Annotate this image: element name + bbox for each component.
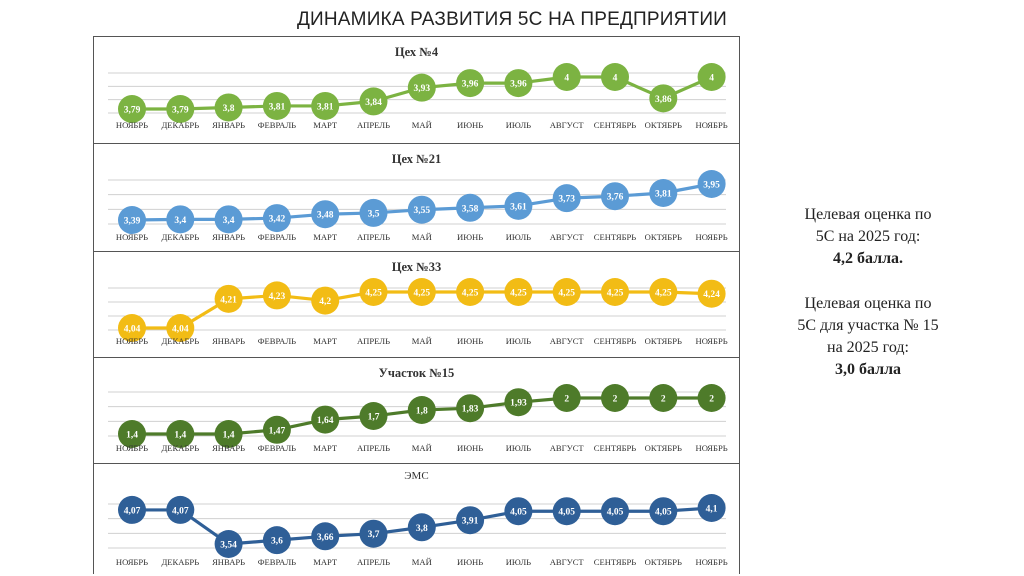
- data-label: 4,25: [365, 288, 382, 299]
- data-label: 3,96: [461, 79, 479, 90]
- category-label: МАРТ: [313, 443, 338, 453]
- category-label: НОЯБРЬ: [115, 336, 149, 346]
- category-label: ДЕКАБРЬ: [161, 443, 200, 453]
- data-label: 2: [660, 394, 666, 405]
- data-label: 4,21: [220, 295, 237, 306]
- data-label: 3,81: [268, 102, 286, 113]
- data-label: 3,76: [606, 192, 624, 203]
- category-label: МАЙ: [411, 120, 432, 130]
- category-label: ИЮЛЬ: [505, 336, 532, 346]
- data-label: 3,5: [367, 209, 380, 220]
- data-label: 4,05: [654, 507, 672, 518]
- data-label: 2: [612, 394, 618, 405]
- data-label: 3,93: [413, 84, 431, 95]
- data-label: 3,4: [222, 215, 235, 226]
- target-note-line2: 5С на 2025 год:: [815, 228, 921, 245]
- category-label: ЯНВАРЬ: [212, 120, 246, 130]
- category-label: СЕНТЯБРЬ: [593, 120, 637, 130]
- category-label: ОКТЯБРЬ: [644, 557, 682, 567]
- category-label: АВГУСТ: [549, 557, 584, 567]
- data-label: 4,07: [123, 506, 141, 517]
- data-label: 2: [709, 394, 714, 405]
- data-label: 3,6: [270, 536, 283, 547]
- category-label: ФЕВРАЛЬ: [257, 557, 297, 567]
- category-label: НОЯБРЬ: [695, 557, 728, 567]
- data-label: 4,05: [606, 507, 624, 518]
- category-label: ЯНВАРЬ: [212, 336, 246, 346]
- data-label: 3,81: [654, 189, 672, 200]
- category-label: ЯНВАРЬ: [212, 232, 246, 242]
- category-label: НОЯБРЬ: [695, 232, 728, 242]
- data-label: 4: [709, 73, 714, 84]
- data-label: 1,4: [222, 430, 235, 441]
- data-label: 4,25: [510, 288, 527, 299]
- data-label: 4,25: [654, 288, 672, 299]
- data-label: 1,4: [126, 430, 138, 441]
- data-label: 3,81: [316, 102, 334, 113]
- category-label: ИЮЛЬ: [505, 232, 532, 242]
- category-label: АПРЕЛЬ: [356, 557, 391, 567]
- category-label: МАРТ: [313, 557, 338, 567]
- data-label: 4,25: [606, 288, 624, 299]
- data-label: 1,4: [174, 430, 187, 441]
- category-label: НОЯБРЬ: [695, 443, 728, 453]
- data-label: 4,23: [268, 291, 286, 302]
- data-label: 4,25: [558, 288, 576, 299]
- category-label: АВГУСТ: [549, 120, 584, 130]
- target-note-value: 4,2 балла.: [832, 250, 904, 267]
- category-label: ИЮЛЬ: [505, 443, 532, 453]
- category-label: ОКТЯБРЬ: [644, 120, 682, 130]
- chart-title: ЭМС: [404, 470, 429, 482]
- category-label: НОЯБРЬ: [695, 120, 728, 130]
- target-note-value: 3,0 балла: [834, 361, 902, 378]
- category-label: ИЮЛЬ: [505, 557, 532, 567]
- chart-panel-shop33: [94, 251, 739, 357]
- data-label: 3,79: [171, 105, 189, 116]
- category-label: ИЮНЬ: [457, 443, 484, 453]
- chart-title: Участок №15: [378, 366, 455, 380]
- category-label: МАЙ: [411, 557, 432, 567]
- category-label: ИЮЛЬ: [505, 120, 532, 130]
- data-label: 3,39: [123, 216, 141, 227]
- data-label: 3,96: [510, 79, 527, 90]
- category-label: ФЕВРАЛЬ: [257, 232, 297, 242]
- data-label: 3,58: [461, 204, 479, 215]
- data-label: 4,04: [171, 324, 189, 335]
- category-label: НОЯБРЬ: [115, 557, 149, 567]
- category-label: ДЕКАБРЬ: [161, 336, 200, 346]
- category-label: ДЕКАБРЬ: [161, 120, 200, 130]
- slide-title: ДИНАМИКА РАЗВИТИЯ 5С НА ПРЕДПРИЯТИИ: [296, 9, 728, 30]
- data-label: 3,61: [510, 202, 527, 213]
- data-label: 2: [564, 394, 570, 405]
- category-label: АВГУСТ: [549, 336, 584, 346]
- category-label: ДЕКАБРЬ: [161, 557, 200, 567]
- chart-title: Цех №21: [391, 152, 442, 166]
- chart-panel-area15: [94, 357, 739, 463]
- category-label: ФЕВРАЛЬ: [257, 336, 297, 346]
- data-label: 3,4: [174, 215, 187, 226]
- data-label: 3,84: [365, 97, 382, 108]
- category-label: ИЮНЬ: [457, 557, 484, 567]
- chart-panel-ems: [94, 463, 739, 575]
- data-label: 3,73: [558, 194, 576, 205]
- data-label: 1,47: [268, 426, 286, 437]
- category-label: СЕНТЯБРЬ: [593, 336, 637, 346]
- category-label: МАРТ: [313, 120, 338, 130]
- category-label: МАРТ: [313, 232, 338, 242]
- target-note-2025: [740, 204, 996, 270]
- data-label: 3,55: [413, 206, 431, 217]
- category-label: МАЙ: [411, 443, 432, 453]
- data-label: 3,42: [268, 214, 286, 225]
- category-label: АПРЕЛЬ: [356, 443, 391, 453]
- data-label: 4,1: [705, 504, 718, 515]
- data-label: 3,54: [220, 540, 237, 551]
- data-label: 3,79: [123, 105, 141, 116]
- data-label: 4: [564, 73, 570, 84]
- data-label: 3,91: [461, 516, 479, 527]
- data-label: 3,95: [703, 180, 720, 191]
- chart-title: Цех №4: [394, 45, 439, 59]
- chart-title: Цех №33: [391, 260, 442, 274]
- chart-panel-shop21: [94, 143, 739, 251]
- data-label: 3,86: [654, 94, 672, 105]
- target-note-line3: на 2025 год:: [827, 339, 909, 356]
- category-label: СЕНТЯБРЬ: [593, 232, 637, 242]
- target-note-line1: Целевая оценка по: [804, 206, 932, 223]
- chart-panel-shop4: [94, 37, 739, 143]
- data-label: 1,93: [510, 398, 527, 409]
- category-label: АВГУСТ: [549, 232, 584, 242]
- category-label: НОЯБРЬ: [695, 336, 728, 346]
- category-label: ОКТЯБРЬ: [644, 443, 682, 453]
- data-label: 4,2: [319, 297, 332, 308]
- category-label: ИЮНЬ: [457, 336, 484, 346]
- category-label: ЯНВАРЬ: [212, 557, 246, 567]
- charts-frame: [93, 36, 740, 574]
- data-label: 3,8: [222, 103, 235, 114]
- data-label: 3,7: [367, 530, 380, 541]
- category-label: ОКТЯБРЬ: [644, 336, 682, 346]
- category-label: НОЯБРЬ: [115, 120, 149, 130]
- category-label: МАЙ: [411, 336, 432, 346]
- category-label: СЕНТЯБРЬ: [593, 557, 637, 567]
- target-note-line2: 5С для участка № 15: [797, 317, 939, 334]
- category-label: АВГУСТ: [549, 443, 584, 453]
- data-label: 1,8: [415, 406, 428, 417]
- data-label: 4: [612, 73, 618, 84]
- category-label: ДЕКАБРЬ: [161, 232, 200, 242]
- data-label: 4,07: [171, 506, 189, 517]
- category-label: НОЯБРЬ: [115, 232, 149, 242]
- data-label: 4,24: [703, 290, 720, 301]
- category-label: АПРЕЛЬ: [356, 232, 391, 242]
- data-label: 1,7: [367, 412, 380, 423]
- data-label: 3,8: [415, 523, 428, 534]
- category-label: МАЙ: [411, 232, 432, 242]
- category-label: ОКТЯБРЬ: [644, 232, 682, 242]
- category-label: ФЕВРАЛЬ: [257, 443, 297, 453]
- data-label: 4,25: [413, 288, 431, 299]
- category-label: ЯНВАРЬ: [212, 443, 246, 453]
- category-label: ИЮНЬ: [457, 232, 484, 242]
- category-label: ФЕВРАЛЬ: [257, 120, 297, 130]
- category-label: ИЮНЬ: [457, 120, 484, 130]
- data-label: 3,48: [316, 210, 334, 221]
- data-label: 4,05: [558, 507, 576, 518]
- data-label: 3,66: [316, 532, 334, 543]
- data-label: 4,04: [123, 324, 141, 335]
- category-label: МАРТ: [313, 336, 338, 346]
- target-note-area15: [740, 293, 996, 381]
- data-label: 1,64: [316, 416, 334, 427]
- category-label: АПРЕЛЬ: [356, 336, 391, 346]
- category-label: АПРЕЛЬ: [356, 120, 391, 130]
- category-label: НОЯБРЬ: [115, 443, 149, 453]
- data-label: 4,25: [461, 288, 479, 299]
- data-label: 1,83: [461, 404, 479, 415]
- category-label: СЕНТЯБРЬ: [593, 443, 637, 453]
- target-note-line1: Целевая оценка по: [804, 295, 932, 312]
- data-label: 4,05: [510, 507, 527, 518]
